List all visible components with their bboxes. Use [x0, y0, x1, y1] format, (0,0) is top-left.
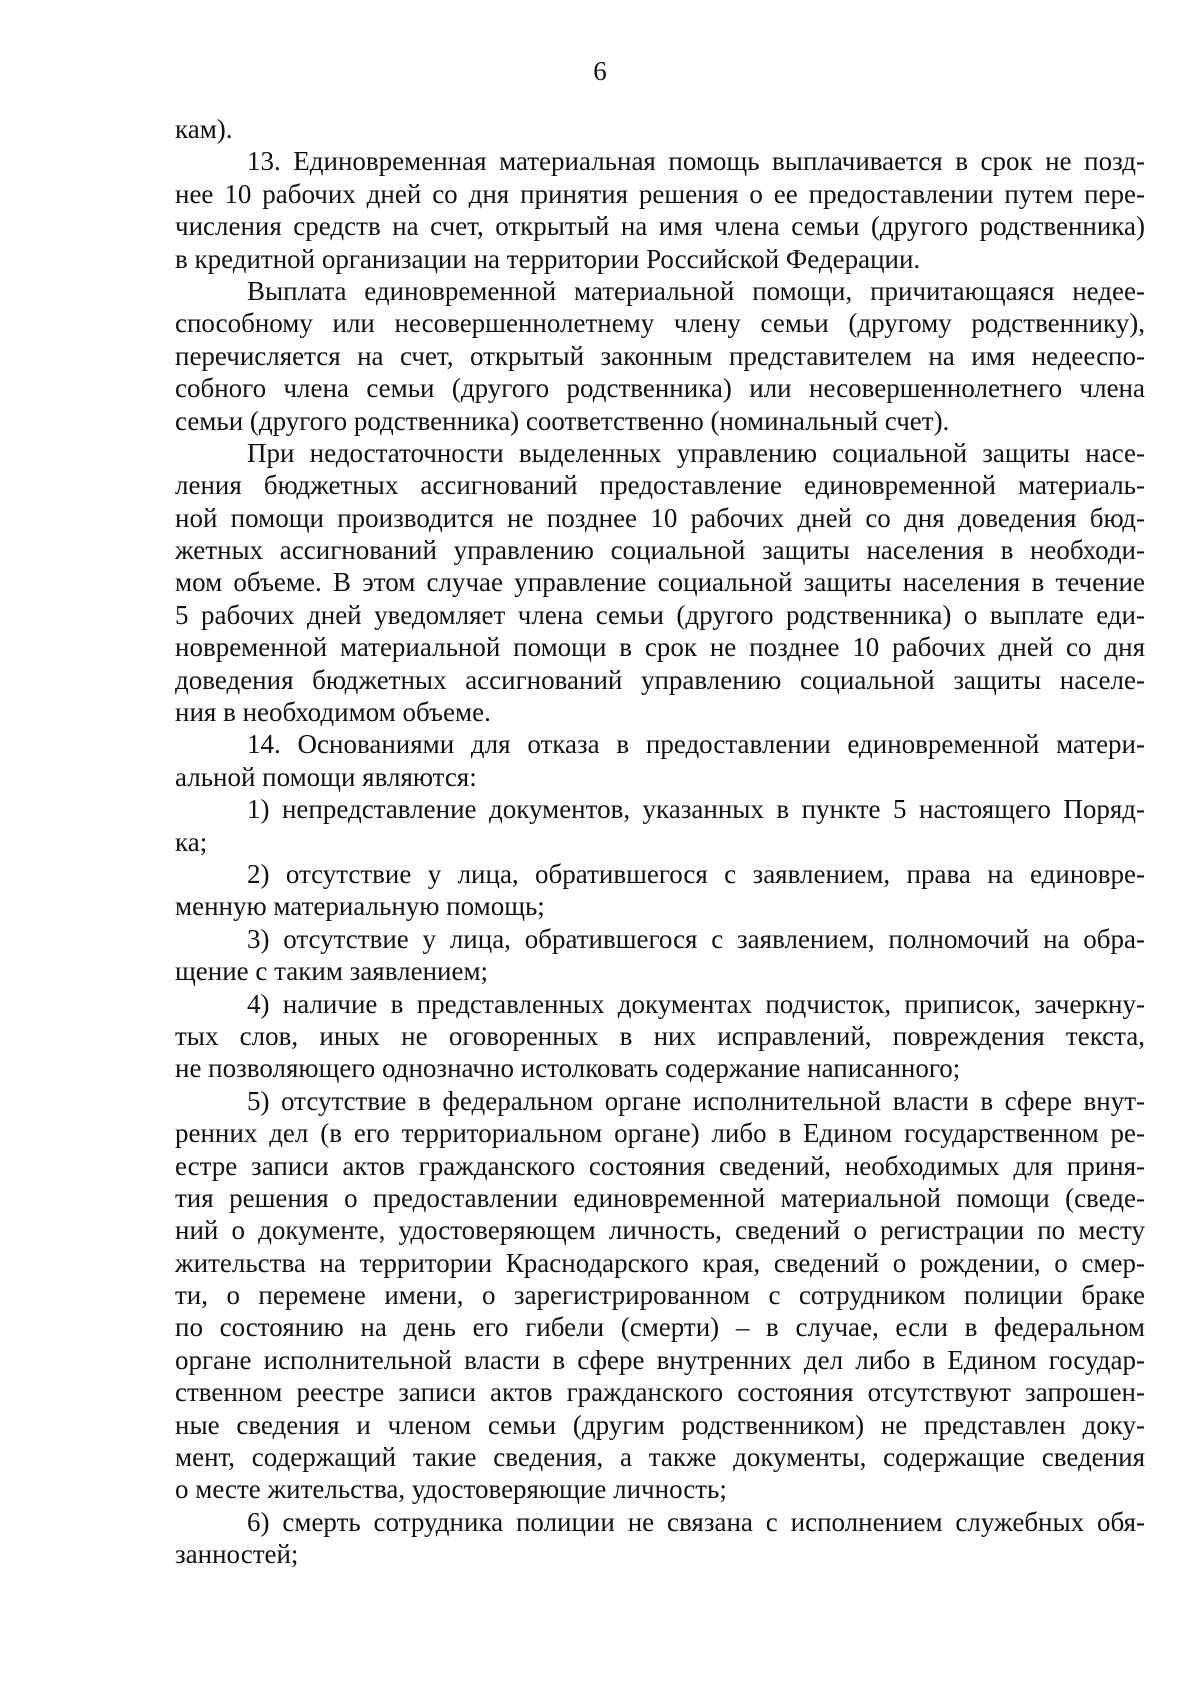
text-line: альной помощи являются:: [175, 761, 477, 792]
text-line: ка;: [175, 826, 208, 857]
text-line: мом объеме. В этом случае управление социальной защиты населения в течение: [175, 567, 1145, 598]
text-line: собного члена семьи (другого родственника) или несовершеннолетнего члена: [175, 373, 1145, 404]
text-line: не позволяющего однозначно истолковать содержание написанного;: [175, 1053, 961, 1084]
text-line: 2) отсутствие у лица, обратившегося с заявлением, права на единовре-: [247, 858, 1145, 889]
text-line: Выплата единовременной материальной помощи, причитающаяся недее-: [247, 275, 1145, 306]
text-line: 5) отсутствие в федеральном органе исполнительной власти в сфере внут-: [247, 1085, 1145, 1116]
text-line: нее 10 рабочих дней со дня принятия решения о ее предоставлении путем пере-: [175, 178, 1145, 209]
text-line: перечисляется на счет, открытый законным представителем на имя недееспо-: [175, 340, 1145, 371]
text-line: ной помощи производится не позднее 10 рабочих дней со дня доведения бюд-: [175, 502, 1145, 533]
text-line: ний о документе, удостоверяющем личность, сведений о регистрации по месту: [175, 1215, 1145, 1246]
text-line: ренних дел (в его территориальном органе) либо в Едином государственном ре-: [175, 1118, 1145, 1149]
text-line: о месте жительства, удостоверяющие личность;: [175, 1474, 727, 1505]
text-line: 14. Основаниями для отказа в предоставлении единовременной матери-: [247, 729, 1145, 760]
text-line: щение с таким заявлением;: [175, 956, 489, 987]
text-line: ния в необходимом объеме.: [175, 697, 491, 728]
text-line: семьи (другого родственника) соответственно (номинальный счет).: [175, 405, 950, 436]
text-line: по состоянию на день его гибели (смерти) – в случае, если в федеральном: [175, 1312, 1145, 1343]
text-line: жительства на территории Краснодарского края, сведений о рождении, о смер-: [175, 1247, 1145, 1278]
text-line: менную материальную помощь;: [175, 891, 545, 922]
text-line: 13. Единовременная материальная помощь выплачивается в срок не позд-: [247, 146, 1145, 177]
text-line: новременной материальной помощи в срок не позднее 10 рабочих дней со дня: [175, 632, 1145, 663]
text-line: ные сведения и членом семьи (другим родственником) не представлен доку-: [175, 1409, 1145, 1440]
text-line: органе исполнительной власти в сфере внутренних дел либо в Едином государ-: [175, 1344, 1145, 1375]
text-line: 4) наличие в представленных документах подчисток, приписок, зачеркну-: [247, 988, 1145, 1019]
text-line: естре записи актов гражданского состояния сведений, необходимых для приня-: [175, 1150, 1145, 1181]
page-number: 6: [593, 56, 607, 86]
text-line: При недостаточности выделенных управлению социальной защиты насе-: [247, 437, 1145, 468]
text-line: способному или несовершеннолетнему члену семьи (другому родственнику),: [175, 308, 1145, 339]
text-line: 1) непредставление документов, указанных в пункте 5 настоящего Поряд-: [247, 794, 1145, 825]
text-line: в кредитной организации на территории Российской Федерации.: [175, 243, 921, 274]
text-line: мент, содержащий такие сведения, а также документы, содержащие сведения: [175, 1442, 1145, 1473]
document-body: [175, 113, 1145, 1571]
text-line: 6) смерть сотрудника полиции не связана с исполнением служебных обя-: [247, 1506, 1145, 1537]
text-line: числения средств на счет, открытый на имя члена семьи (другого родственника): [175, 211, 1145, 242]
text-line: тия решения о предоставлении единовременной материальной помощи (сведе-: [175, 1182, 1145, 1213]
text-line: занностей;: [175, 1539, 299, 1570]
text-line: кам).: [175, 114, 233, 144]
text-line: доведения бюджетных ассигнований управлению социальной защиты населе-: [175, 664, 1145, 695]
text-line: жетных ассигнований управлению социальной защиты населения в необходи-: [175, 535, 1145, 566]
text-line: тых слов, иных не оговоренных в них исправлений, повреждения текста,: [175, 1020, 1145, 1051]
text-line: 5 рабочих дней уведомляет члена семьи (другого родственника) о выплате еди-: [175, 599, 1145, 630]
text-line: 3) отсутствие у лица, обратившегося с заявлением, полномочий на обра-: [247, 923, 1145, 954]
text-line: ления бюджетных ассигнований предоставление единовременной материаль-: [175, 470, 1145, 501]
text-line: ти, о перемене имени, о зарегистрированном с сотрудником полиции браке: [175, 1280, 1145, 1311]
text-line: ственном реестре записи актов гражданского состояния отсутствуют запрошен-: [175, 1377, 1145, 1408]
